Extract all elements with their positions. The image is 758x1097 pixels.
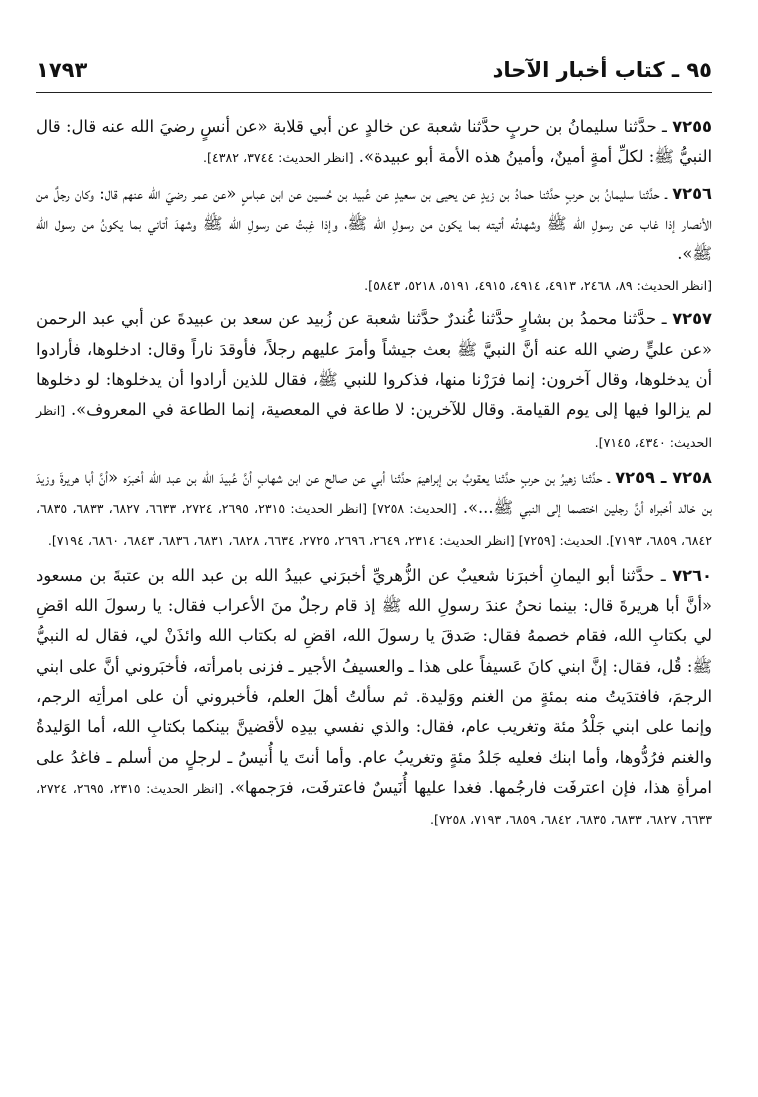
hadith-text: ـ حدَّثنا أبو اليمانِ أخبرَنا شعيبٌ عن الزُّهريِّ أخبرَني عبيدُ الله بن عبد الله بن عتبةَ بن مسعود «أنَّ أبا هريرةَ قال: بينما نحنُ عندَ رسولِ الله ﷺ إذ قام رجلٌ منَ الأعراب فقال: يا رسولَ الله اقضِ لي بكتابِ الله، فقام خصمهُ فقال: صَدقَ يا رسولَ الله، اقضِ له بكتاب الله وائذَنْ لي، فقال له النبيُّ ﷺ: قُل، فقال: إنَّ ابني كانَ عَسيفاً على هذا ـ والعسيفُ الأجير ـ فزنى بامرأته، فأخبَروني أنَّ على ابني الرجمَ، فافتدَيتُ منه بمئةٍ من الغنم ووَليدة. ثم سألتُ أهلَ العلم، فأخبروني أن على امرأتِه الرجم، وإنما على ابني جَلْدُ مئة وتغريب عام، فقال: والذي نفسي بيدِه لأقضينَّ بينكما بكتابِ الله، أما الوَليدةُ والغنم فرُدُّوها، وأما ابنك فعليه جَلدُ مئةٍ وتغريبُ عام. وأما أنتَ يا أُنيسُ ـ لرجلٍ من أسلم ـ فاغدُ على امرأةِ هذا، فإن اعترفَت فارجُمها. فغدا عليها أُنَيسٌ فاعترفَت، فرَجمها». xyxy=(36,565,712,797)
hadith-number: ٧٢٥٨ ـ ٧٢٥٩ xyxy=(615,467,712,487)
hadith-reference: [انظر الحديث: ٤٣٤٠، ٧١٤٥]. xyxy=(36,403,712,450)
hadith-number: ٧٢٥٧ xyxy=(672,309,712,329)
hadith-number: ٧٢٥٦ xyxy=(672,183,712,203)
hadith-text: ـ حدَّثنا سليمانُ بن حربٍ حدَّثنا شعبة عن خالدٍ عن أبي قلابة «عن أنسٍ رضيَ الله عنه قال: قال النبيُّ ﷺ: لكلِّ أمةٍ أمينٌ، وأمينُ هذه الأمة أبو عبيدة». xyxy=(36,117,712,167)
hadith-reference: [انظر الحديث: ٨٩، ٢٤٦٨، ٤٩١٣، ٤٩١٤، ٤٩١٥، ٥١٩١، ٥٢١٨، ٥٨٤٣]. xyxy=(364,278,712,294)
page-number: ١٧٩٣ xyxy=(36,58,88,82)
hadith-7260 xyxy=(36,561,712,836)
hadith-reference: [الحديث: ٧٢٥٨] [انظر الحديث: ٢٣١٥، ٢٦٩٥، ٢٧٢٤، ٦٦٣٣، ٦٨٢٧، ٦٨٣٣، ٦٨٣٥، ٦٨٤٢، ٦٨٥٩، ٧١٩٣]. الحديث: [٧٢٥٩] [انظر الحديث: ٢٣١٤، ٢٦٤٩، ٢٦٩٦، ٢٧٢٥، ٦٦٣٤، ٦٨٢٨، ٦٨٣١، ٦٨٣٦، ٦٨٤٣، ٦٨٦٠، ٧١٩٤]. xyxy=(36,501,712,548)
hadith-text: ـ حدَّثنا سليمانُ بن حربٍ حدَّثنا حمادُ بن زيدٍ عن يحيى بن سعيدٍ عن عُبيد بن حُسين عن ابن عباسٍ «عن عمر رضيَ الله عنهم قال: وكان رجلٌ من الأنصار إذا غاب عن رسولِ الله ﷺ وشهدتُه أتيته بما يكون من رسولِ الله ﷺ، وإذا غِبتُ عن رسولِ الله ﷺ وشهدَ أتاني بما يكونُ من رسول الله ﷺ». xyxy=(36,183,712,264)
hadith-reference: [انظر الحديث: ٢٣١٥، ٢٦٩٥، ٢٧٢٤، ٦٦٣٣، ٦٨٢٧، ٦٨٣٣، ٦٨٣٥، ٦٨٤٢، ٦٨٥٩، ٧١٩٣، ٧٢٥٨]. xyxy=(36,780,712,828)
hadith-7256 xyxy=(36,179,712,270)
hadith-body xyxy=(36,112,712,841)
hadith-text: ـ حدَّثنا زهيرُ بن حربٍ حدَّثنا يعقوبُ بن إبراهيمَ حدَّثنا أبي عن صالح عن ابن شهابٍ أنَّ عُبيدَ الله بن عبد الله أخبرَه «أنَّ أبا هريرةَ وزيدَ بن خالد أخبراه أنَّ رجلين اختصما إلى النبي ﷺ...». xyxy=(36,467,713,518)
hadith-number: ٧٢٦٠ xyxy=(672,565,712,585)
hadith-number: ٧٢٥٥ xyxy=(672,117,712,136)
hadith-reference: [انظر الحديث: ٣٧٤٤، ٤٣٨٢]. xyxy=(203,150,354,166)
chapter-title: ٩٥ ـ كتاب أخبار الآحاد xyxy=(492,58,712,82)
hadith-7257 xyxy=(36,304,712,457)
hadith-7258-7259 xyxy=(36,463,712,556)
page-header xyxy=(36,52,712,93)
hadith-7255 xyxy=(36,112,712,174)
hadith-text: ـ حدَّثنا محمدُ بن بشارٍ حدَّثنا غُندرٌ حدَّثنا شعبة عن زُبيد عن سعد بن عبيدةَ عن أبي عبد الرحمن «عن عليٍّ رضي الله عنه أنَّ النبيَّ ﷺ بعث جيشاً وأمرَ عليهم رجلاً، فأوقدَ ناراً وقال: ادخلوها، فأرادوا أن يدخلوها، وقال آخرون: إنما فرَرْنا منها، فذكروا للنبي ﷺ، فقال للذين أرادوا أن يدخلوها: لو دخلوها لم يزالوا فيها إلى يوم القيامة. وقال للآخرين: لا طاعة في المعصية، إنما الطاعة في المعروف». xyxy=(36,309,712,420)
